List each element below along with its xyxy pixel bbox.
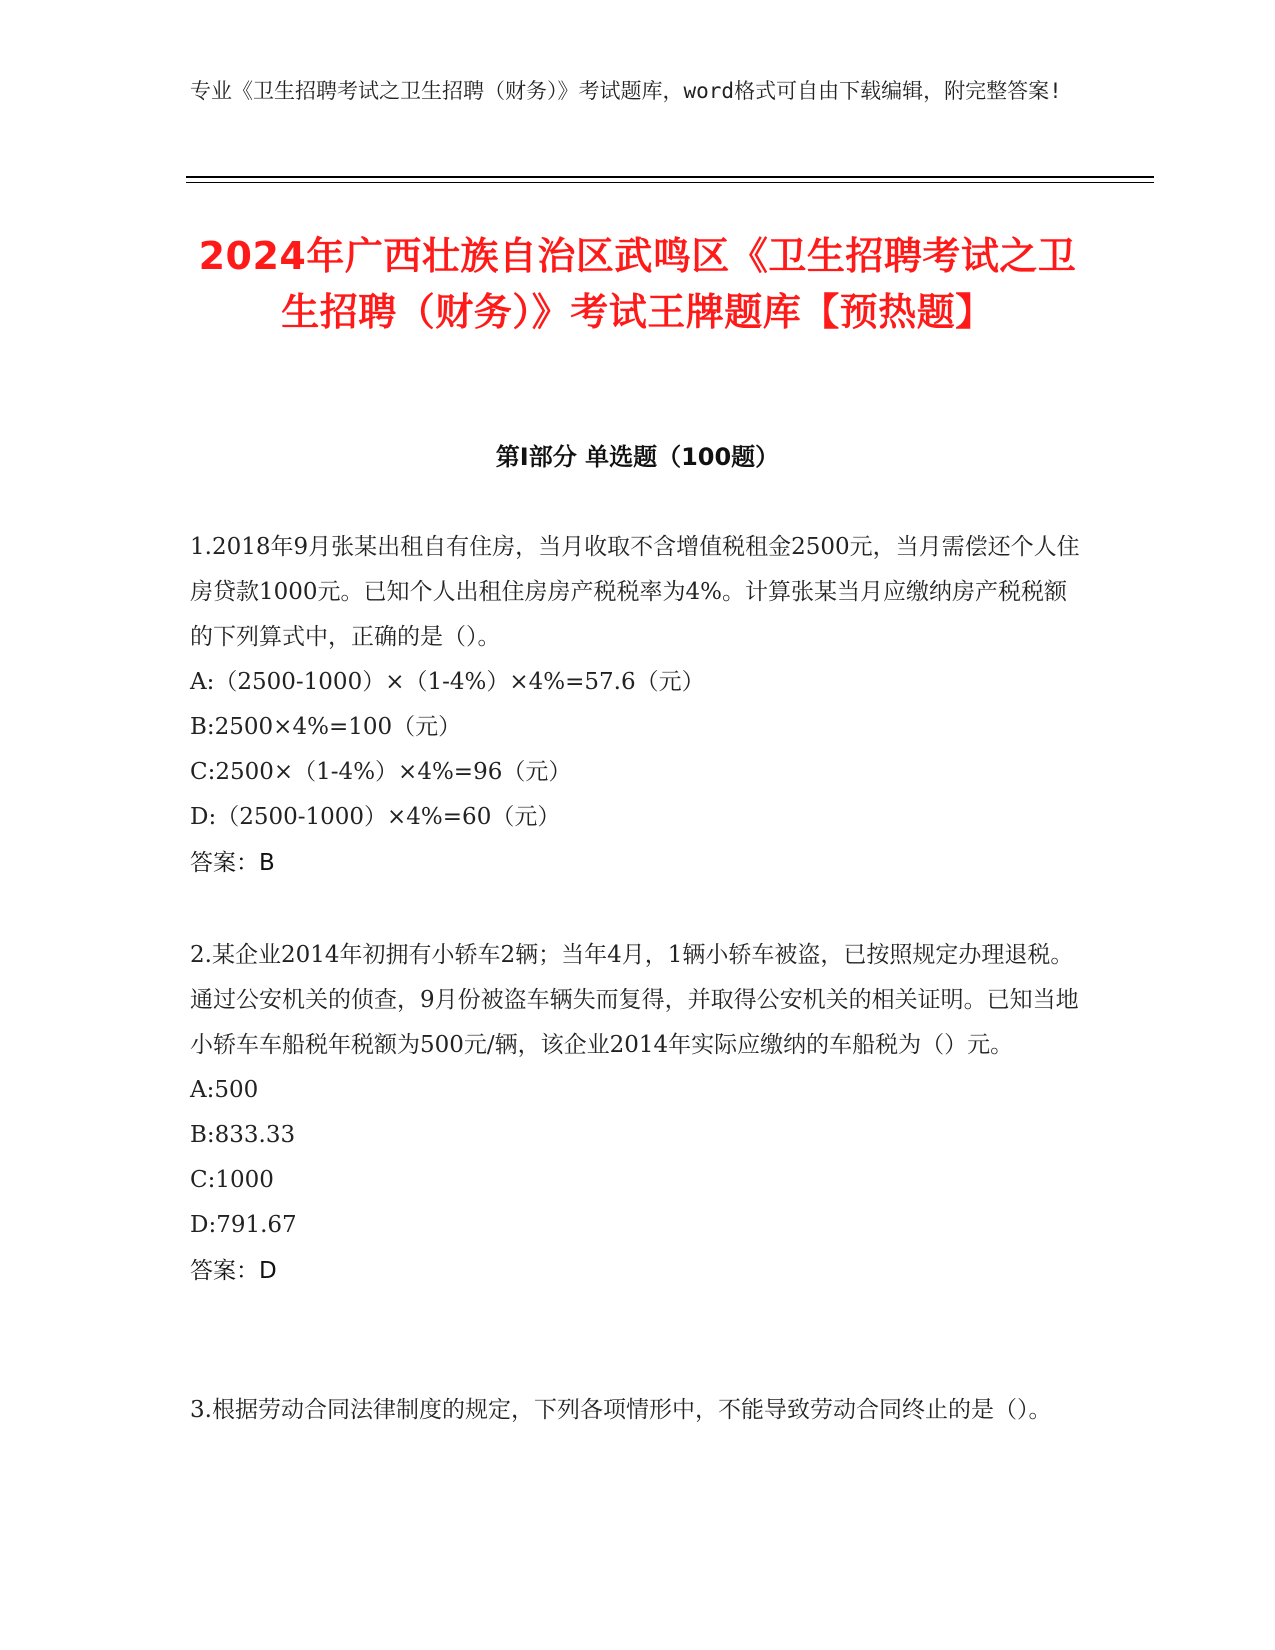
- option-d: D:（2500-1000）×4%=60（元）: [190, 804, 561, 830]
- answer: 答案：D: [190, 1258, 277, 1284]
- question-1: [190, 525, 1090, 886]
- option-d: D:791.67: [190, 1212, 297, 1238]
- question-stem: 1.2018年9月张某出租自有住房，当月收取不含增值税租金2500元，当月需偿还个人住房贷款1000元。已知个人出租住房房产税税率为4%。计算张某当月应缴纳房产税税额的下列算式中，正确的是（）。: [190, 534, 1080, 650]
- option-c: C:1000: [190, 1167, 274, 1193]
- answer: 答案：B: [190, 850, 275, 876]
- document-title: 2024年广西壮族自治区武鸣区《卫生招聘考试之卫生招聘（财务）》考试王牌题库【预热题】: [198, 234, 1077, 334]
- question-2: [190, 933, 1090, 1294]
- option-b: B:2500×4%=100（元）: [190, 714, 462, 740]
- option-a: A:（2500-1000）×（1-4%）×4%=57.6（元）: [190, 669, 705, 695]
- option-c: C:2500×（1-4%）×4%=96（元）: [190, 759, 572, 785]
- header-note: 专业《卫生招聘考试之卫生招聘（财务）》考试题库，word格式可自由下载编辑，附完整答案!: [190, 79, 1062, 103]
- header-divider-thin: [186, 182, 1154, 183]
- section-heading: 第I部分 单选题（100题）: [495, 443, 780, 471]
- question-stem: 2.某企业2014年初拥有小轿车2辆；当年4月，1辆小轿车被盗，已按照规定办理退税。通过公安机关的侦查，9月份被盗车辆失而复得，并取得公安机关的相关证明。已知当地小轿车车船税年税额为500元/辆，该企业2014年实际应缴纳的车船税为（）元。: [190, 942, 1079, 1058]
- question-3: [190, 1388, 1090, 1433]
- option-b: B:833.33: [190, 1122, 296, 1148]
- question-stem: 3.根据劳动合同法律制度的规定，下列各项情形中，不能导致劳动合同终止的是（）。: [190, 1397, 1052, 1423]
- header-divider-thick: [186, 176, 1154, 178]
- option-a: A:500: [190, 1077, 259, 1103]
